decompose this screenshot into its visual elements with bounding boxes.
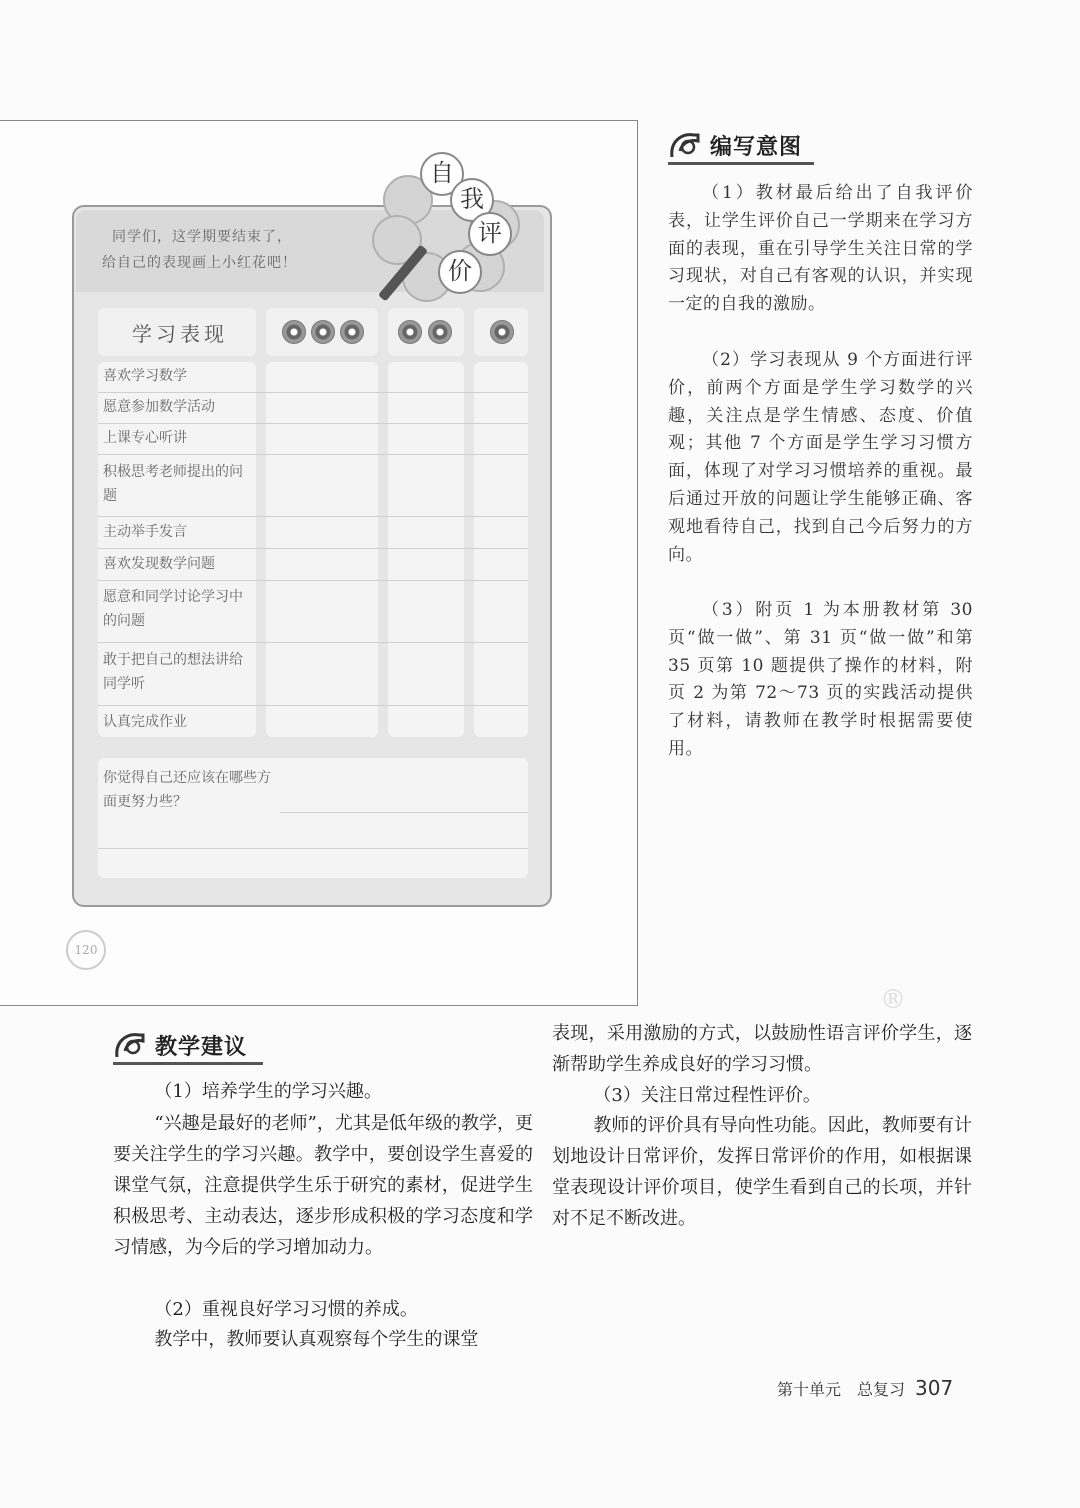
flower-icon (428, 320, 452, 344)
writing-intent-header (668, 130, 802, 161)
writing-intent-title: 编写意图 (710, 135, 803, 160)
table-header-label: 学习表现 (132, 322, 228, 346)
inner-page-number: 120 (66, 930, 106, 970)
row-divider (98, 548, 528, 549)
row-divider (98, 705, 528, 706)
row-label: 主动举手发言 (103, 524, 187, 540)
suggestion-paragraph: （3）关注日常过程性评价。 (593, 1085, 821, 1106)
suggestion-paragraph: “兴趣是最好的老师”，尤其是低年级的教学，更要关注学生的学习兴趣。教学中，要创设学生喜爱的课堂气氛，注意提供学生乐于研究的素材，促进学生积极思考、主动表达，逐步形成积极的学习态度和学习情感，为今后的学习增加动力。 (113, 1113, 533, 1258)
intent-paragraph: （2）学习表现从 9 个方面进行评价，前两个方面是学生学习数学的兴趣，关注点是学生情感、态度、价值观；其他 7 个方面是学生学习习惯方面，体现了对学习习惯培养的重视。最后通过开放的问题让学生能够正确、客观地看待自己，找到自己今后努力的方向。 (668, 350, 973, 565)
row-label: 愿意参加数学活动 (103, 399, 215, 415)
page-footer (777, 1376, 953, 1400)
row-divider (98, 423, 528, 424)
answer-line (98, 848, 528, 849)
watermark-registered-mark: ® (880, 985, 906, 1015)
unit-title: 第十单元 总复习 (777, 1380, 906, 1399)
flower-icon (398, 320, 422, 344)
header-underline (668, 162, 814, 165)
intent-paragraph: （3）附页 1 为本册教材第 30 页“做一做”、第 31 页“做一做”和第 35 页第 10 题提供了操作的材料，附页 2 为第 72～73 页的实践活动提供了材料，请教师在教学时根据需要使用。 (668, 600, 973, 759)
flower-icon (282, 320, 306, 344)
flower-icon (490, 320, 514, 344)
header-underline (113, 1062, 263, 1065)
suggestion-paragraph: 表现，采用激励的方式，以鼓励性语言评价学生，逐渐帮助学生养成良好的学习习惯。 (552, 1023, 972, 1075)
row-label: 上课专心听讲 (103, 430, 187, 446)
row-label: 愿意和同学讨论学习中的问题 (103, 589, 243, 629)
teaching-suggestions-header (113, 1030, 247, 1061)
answer-line (280, 812, 528, 813)
flower-icon (340, 320, 364, 344)
teaching-suggestions-title: 教学建议 (155, 1035, 248, 1060)
intent-paragraph: （1）教材最后给出了自我评价表，让学生评价自己一学期来在学习方面的表现，重在引导学生关注日常的学习现状，对自己有客观的认识，并实现一定的自我的激励。 (668, 183, 973, 315)
banner-line-1: 同学们，这学期要结束了， (112, 229, 292, 245)
suggestion-paragraph: （1）培养学生的学习兴趣。 (154, 1081, 382, 1102)
suggestion-paragraph: （2）重视良好学习习惯的养成。 (154, 1299, 418, 1320)
flower-icon (311, 320, 335, 344)
badge-char: 评 (468, 212, 512, 256)
row-label: 喜欢发现数学问题 (103, 556, 215, 572)
row-divider (98, 392, 528, 393)
row-label: 敢于把自己的想法讲给同学听 (103, 652, 243, 692)
banner-line-2: 给自己的表现画上小红花吧！ (102, 255, 297, 271)
suggestion-paragraph: 教师的评价具有导向性功能。因此，教师要有计划地设计日常评价，发挥日常评价的作用，如根据课堂表现设计评价项目，使学生看到自己的长项，并针对不足不断改进。 (552, 1115, 972, 1229)
rating-column-one (474, 362, 528, 737)
row-label: 积极思考老师提出的问题 (103, 464, 243, 504)
badge-char: 我 (450, 178, 494, 222)
row-divider (98, 580, 528, 581)
row-divider (98, 516, 528, 517)
page-number: 307 (915, 1376, 954, 1400)
open-question-text: 你觉得自己还应该在哪些方面更努力些？ (103, 770, 271, 810)
bookmark-swirl-icon (113, 1031, 149, 1061)
badge-char: 自 (420, 152, 464, 196)
bookmark-swirl-icon (668, 131, 704, 161)
row-divider (98, 642, 528, 643)
rating-column-three (266, 362, 378, 737)
rating-column-two (388, 362, 464, 737)
row-label: 认真完成作业 (103, 714, 187, 730)
row-divider (98, 454, 528, 455)
badge-char: 价 (438, 250, 482, 294)
row-label: 喜欢学习数学 (103, 368, 187, 384)
suggestion-paragraph: 教学中，教师要认真观察每个学生的课堂 (154, 1329, 479, 1350)
